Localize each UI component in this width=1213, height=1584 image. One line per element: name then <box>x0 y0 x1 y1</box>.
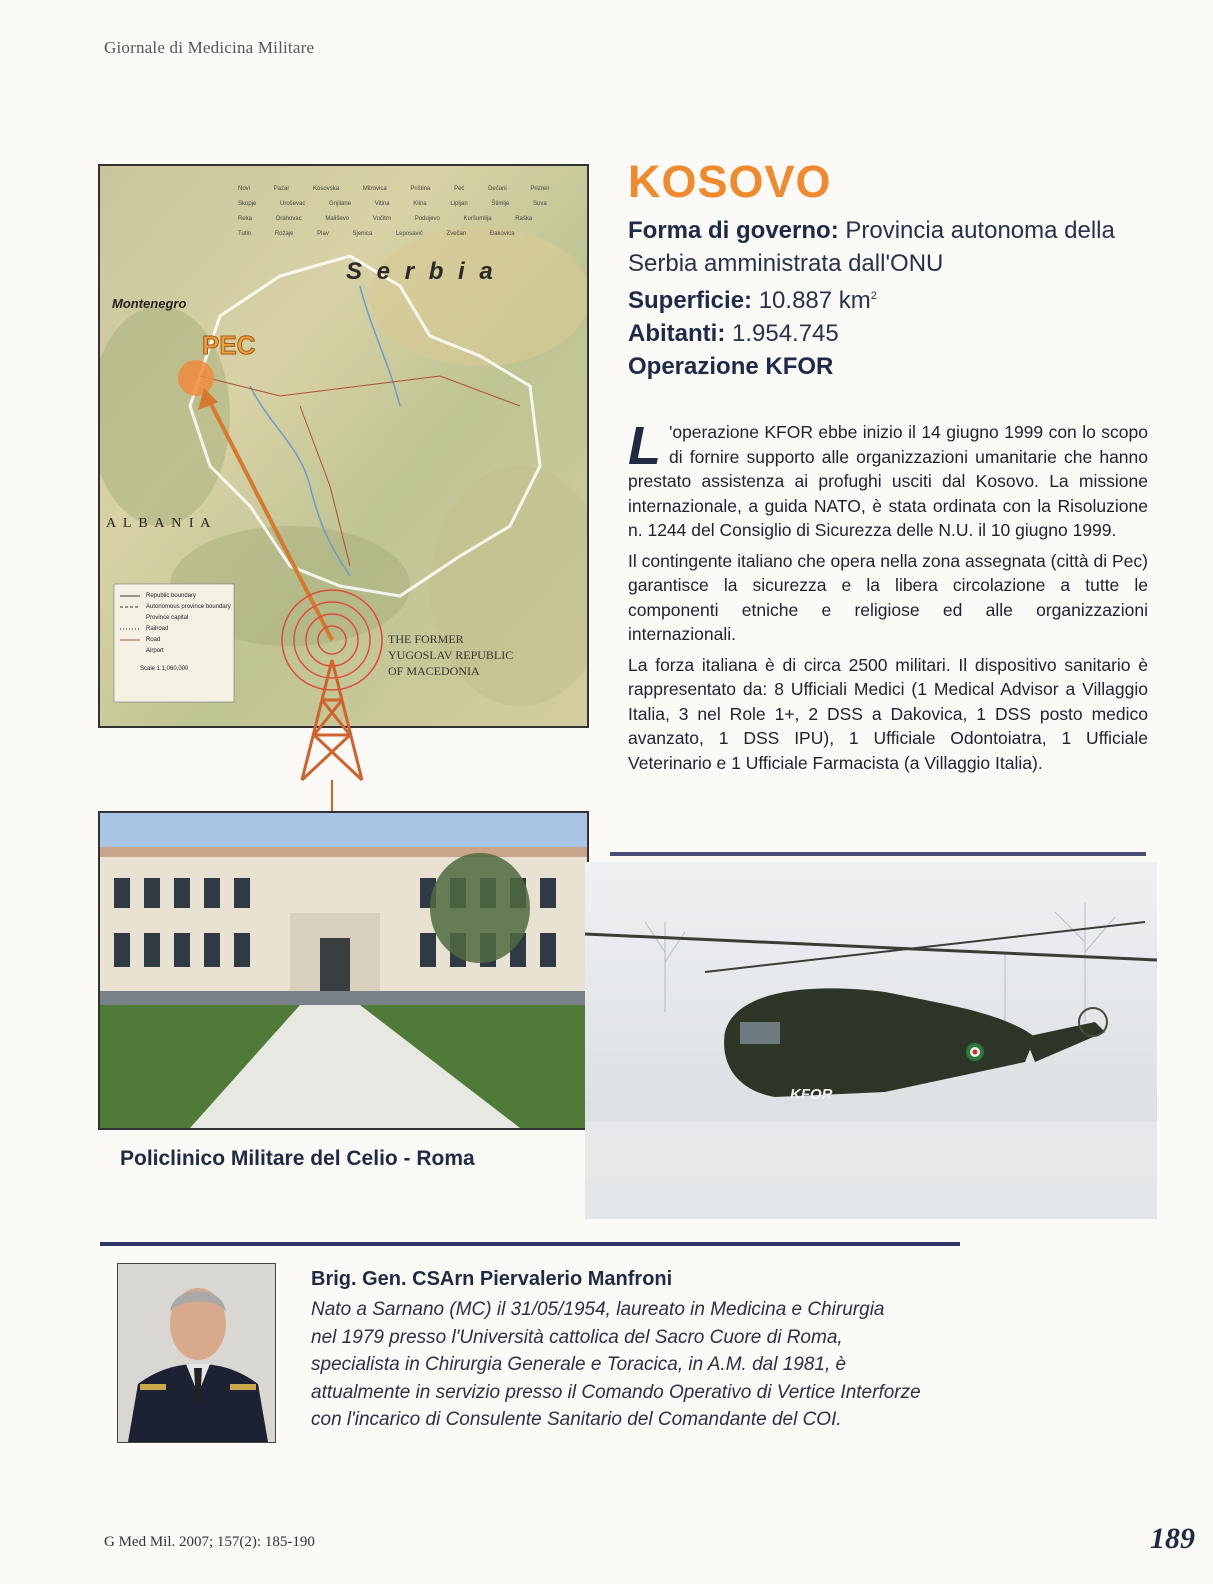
snow-spray <box>585 1122 1157 1219</box>
area-unit-sup: 2 <box>870 290 877 302</box>
map-town-label: Štimlje <box>491 201 533 207</box>
map-town-label: Mališevo <box>325 216 373 222</box>
tree <box>430 853 530 963</box>
serbia-label: S e r b i a <box>346 258 497 285</box>
bio-line: con l'incarico di Consulente Sanitario del Comandante del COI. <box>311 1409 842 1430</box>
divider-rule <box>610 852 1146 856</box>
map-town-label: Zvečan <box>446 231 490 237</box>
paragraph-1 <box>628 416 1148 543</box>
entrance <box>320 938 350 993</box>
roof <box>100 847 587 857</box>
pec-marker <box>178 360 214 396</box>
paragraph-2: Il contingente italiano che opera nella zona assegnata (città di Pec) garantisce la sicurezza e la libera circolazione a tutte le componenti etniche e religiose ed alle organizzazioni internazionali. <box>628 550 1148 644</box>
map-town-label: Skopje <box>238 201 281 207</box>
celio-photo-graphic <box>100 813 587 1128</box>
photo-caption <box>120 1147 475 1171</box>
gov-value: Provincia autonoma della <box>838 217 1115 244</box>
pop-row <box>628 317 1158 350</box>
map-town-label: Novi Pazar <box>238 186 314 192</box>
caption-accent: Roma <box>416 1147 475 1170</box>
cockpit-window <box>740 1022 780 1044</box>
map-town-label: Peć <box>454 186 489 192</box>
area-label: Superficie: <box>628 287 753 314</box>
map-scale: Scale 1:1,060,000 <box>140 666 189 672</box>
citation: G Med Mil. 2007; 157(2): 185-190 <box>104 1534 315 1550</box>
kfor-marking: KFOR <box>790 1086 833 1103</box>
legend-entries <box>146 591 231 657</box>
bio-line: nel 1979 presso l'Università cattolica del Sacro Cuore di Roma, <box>311 1326 843 1348</box>
author-bio <box>311 1296 971 1434</box>
portrait-graphic <box>118 1264 275 1442</box>
legend-entry: Province capital <box>146 615 189 621</box>
map-town-label: Podujevo <box>414 216 464 222</box>
kosovo-map <box>98 164 589 728</box>
macedonia-label <box>388 631 513 679</box>
bio-line: Nato a Sarnano (MC) il 31/05/1954, laureato in Medicina e Chirurgia <box>311 1299 885 1320</box>
drop-cap: L <box>628 416 661 476</box>
bio-line: specialista in Chirurgia Generale e Toracica, in A.M. dal 1981, è <box>311 1354 847 1375</box>
map-town-label: Uroševac <box>280 201 330 207</box>
legend-entry: Republic boundary <box>146 593 197 599</box>
map-town-label: Đakovica <box>489 231 515 237</box>
country-title: KOSOVO <box>628 156 832 207</box>
area-value: 10.887 km <box>752 287 871 314</box>
map-town-label: Tutin <box>238 231 275 237</box>
paragraph-1-text: 'operazione KFOR ebbe inizio il 14 giugno 1999 con lo scopo di fornire supporto alle organizzazioni umanitarie che hanno prestato assistenza ai profughi usciti dal Kosovo. La missione internazionale, a guida NATO, è stata ordinata con la Risoluzione n. 1244 del Consiglio di Sicurezza delle N.U. il 10 giugno 1999. <box>628 422 1148 540</box>
gov-row <box>628 214 1158 247</box>
running-head: Giornale di Medicina Militare <box>104 38 315 57</box>
legend-entry: Road <box>146 637 161 643</box>
map-town-label: Vučitrn <box>372 216 415 222</box>
bio-line: attualmente in servizio presso il Comando Operativo di Vertice Interforze <box>311 1381 921 1403</box>
map-town-label: Kuršumlija <box>463 216 516 222</box>
gov-row-2: Serbia amministrata dall'ONU <box>628 250 944 277</box>
tower <box>302 660 362 780</box>
epaulette <box>230 1384 256 1390</box>
macedonia-label-line: YUGOSLAV REPUBLIC <box>388 648 514 662</box>
legend-entry: Airport <box>146 648 164 654</box>
map-town-label: Klina <box>413 201 451 207</box>
parked-cars <box>100 991 587 1005</box>
macedonia-label-line: THE FORMER <box>388 632 464 646</box>
map-town-label: Dečani <box>488 186 531 192</box>
albania-label: A L B A N I A <box>106 516 213 531</box>
gov-label: Forma di governo: <box>628 217 839 244</box>
celio-photo <box>98 811 589 1130</box>
legend-entry: Autonomous province boundary <box>146 604 231 610</box>
area-row <box>628 280 1158 317</box>
map-town-label: Raška <box>515 216 533 222</box>
map-town-label: Kosovska Mitrovica <box>313 186 411 192</box>
map-town-label: Plav <box>317 231 353 237</box>
legend-entry: Railroad <box>146 626 169 632</box>
helicopter-photo <box>585 862 1157 1219</box>
pec-label: PEC <box>202 330 256 360</box>
fact-block <box>628 214 1158 383</box>
bio-divider-rule <box>100 1242 960 1246</box>
relief-northeast <box>370 226 587 366</box>
map-town-label: Suva Reka <box>238 201 547 222</box>
montenegro-label: Montenegro <box>112 296 187 311</box>
author-name: Brig. Gen. CSArn Piervalerio Manfroni <box>311 1268 673 1290</box>
pop-value: 1.954.745 <box>725 320 839 347</box>
roundel <box>973 1050 978 1055</box>
town-labels <box>238 182 568 242</box>
author-portrait <box>117 1263 276 1443</box>
map-town-label: Gnjilane <box>329 201 375 207</box>
pop-label: Abitanti: <box>628 320 726 347</box>
macedonia-label-line: OF MACEDONIA <box>388 664 480 678</box>
epaulette <box>140 1384 166 1390</box>
helicopter-graphic <box>585 862 1157 1219</box>
map-town-label: Leposavić <box>395 231 447 237</box>
map-town-label: Rožaje <box>274 231 318 237</box>
map-town-label: Orahovac <box>275 216 326 222</box>
map-town-label: Priština <box>410 186 455 192</box>
paragraph-3: La forza italiana è di circa 2500 militari. Il dispositivo sanitario è rappresentato da: 8 Ufficiali Medici (1 Medical Advisor a Villaggio Italia, 3 nel Role 1+, 2 DSS a Dakovica, 1 DSS posto medico avanzato, 1 DSS IPU), 1 Ufficiale Odontoiatra, 1 Ufficiale Veterinario e 1 Ufficiale Farmacista (a Villaggio Italia). <box>628 654 1148 773</box>
caption-main: Policlinico Militare del Celio - <box>120 1147 417 1170</box>
map-town-label: Lipljan <box>450 201 492 207</box>
page-number: 189 <box>1150 1522 1195 1555</box>
article-body <box>628 416 1148 781</box>
map-town-label: Sjenica <box>352 231 396 237</box>
map-town-label: Vitina <box>374 201 414 207</box>
map-town-label: Prizren <box>530 186 550 192</box>
operation-title: Operazione KFOR <box>628 353 834 380</box>
